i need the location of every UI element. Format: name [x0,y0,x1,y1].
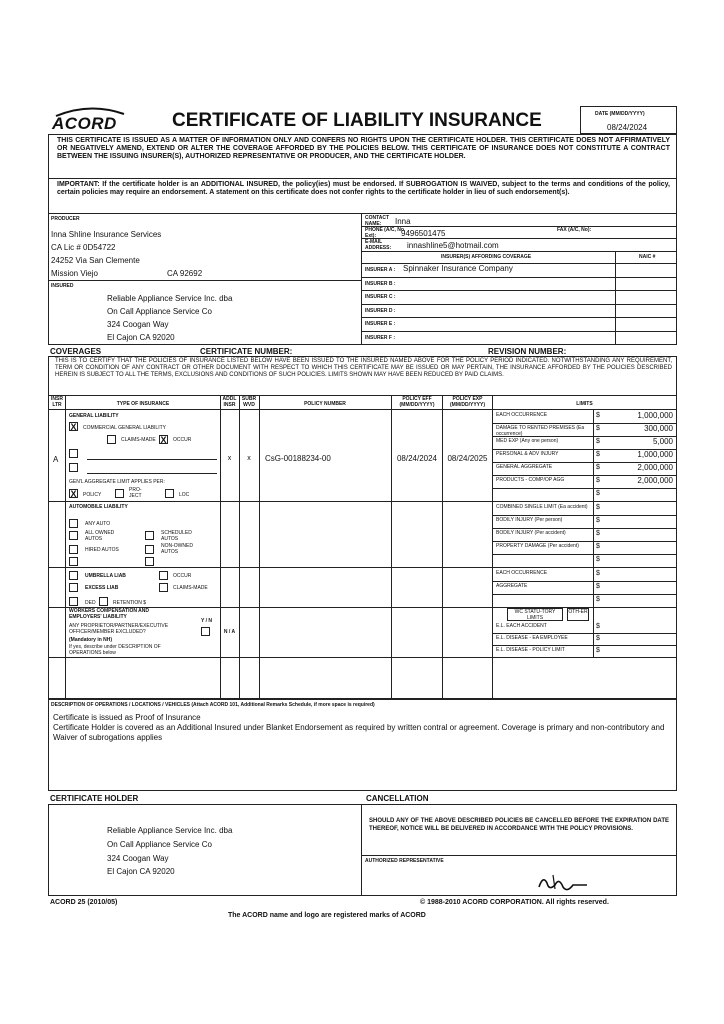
producer-city: Mission Viejo [51,269,98,278]
limit-label: PRODUCTS - COMP/OP AGG [496,477,565,483]
holder-line4: El Cajon CA 92020 [107,867,175,876]
notice-divider [49,178,676,179]
gl-project-label: PRO-JECT [129,487,142,499]
col-line-8 [593,409,594,657]
gl-policy-number: CsG-00188234-00 [265,454,331,463]
limit-dollar: $ [596,504,600,511]
important-text: IMPORTANT: If the certificate holder is an ADDITIONAL INSURED, the policy(ies) must be endorsed. If SUBROGATION IS WAIVED, subject to the terms and conditions of the policy, certain policies may require an endorsement. A statement on this certificate does not confer rights to the certificate holder in lieu of such endorsement(s). [57,181,670,196]
coverages-label: COVERAGES [50,347,102,356]
table-header-top [49,395,676,396]
col-line-7 [492,395,493,698]
producer-bottom-line [49,280,361,281]
date-value: 08/24/2024 [607,123,648,132]
insured-line2: On Call Appliance Service Co [107,307,212,316]
insurer-row-label: INSURER B : [365,280,396,287]
insurers-header: INSURER(S) AFFORDING COVERAGE [441,254,532,260]
phone-label: PHONE (A/C, No, Ext): [365,227,406,239]
limit-row-line [492,633,676,634]
workers-describe: If yes, describe under DESCRIPTION OF OPERATIONS below [69,644,161,656]
sep-auto [49,567,676,568]
authorized-label: AUTHORIZED REPRESENTATIVE [365,858,444,864]
gl-title: GENERAL LIABILITY [69,413,119,419]
table-header-bottom [49,409,676,410]
limit-label: BODILY INJURY (Per accident) [496,530,566,536]
phone-value: 9496501475 [401,229,446,238]
date-label: DATE (MM/DD/YYYY) [595,111,645,117]
non-owned-checkbox[interactable] [145,545,154,554]
acord-logo-text: ACORD [52,114,117,133]
wc-statu-box [507,608,563,621]
hdr-insr-ltr: INSR LTR [51,396,63,408]
limit-label: AGGREGATE [496,583,528,589]
col-line-6 [442,395,443,698]
signature [533,871,593,895]
limit-dollar: $ [596,635,600,642]
limit-row-line [492,541,676,542]
gl-blank-checkbox-2[interactable] [69,463,78,472]
limit-value: 1,000,000 [637,450,673,459]
coverages-table [48,356,677,699]
holder-line3: 324 Coogan Way [107,854,169,863]
limit-dollar: $ [596,543,600,550]
wc-oth-label: OTH-ER [568,609,588,615]
umbrella-claims-label: CLAIMS-MADE [173,585,208,591]
insurer-row-name: Spinnaker Insurance Company [403,264,513,273]
certificate-number-label: CERTIFICATE NUMBER: [200,347,293,356]
insured-line4: El Cajon CA 92020 [107,333,175,342]
notice-text: THIS CERTIFICATE IS ISSUED AS A MATTER OF INFORMATION ONLY AND CONFERS NO RIGHTS UPON THE CERTIFICATE HOLDER. THIS CERTIFICATE DOES NOT AFFIRMATIVELY OR NEGATIVELY AMEND, EXTEND OR ALTER THE COVERAGE AFFORDED BY THE POLICIES BELOW. THIS CERTIFICATE OF INSURANCE DOES NOT CONSTITUTE A CONTRACT BETWEEN THE ISSUING INSURER(S), AUTHORIZED REPRESENTATIVE OR PRODUCER, AND THE CERTIFICATE HOLDER. [57,137,670,160]
gl-loc-label: LOC [179,492,190,498]
scheduled-label: SCHEDULED AUTOS [161,530,192,542]
any-auto-label: ANY AUTO [85,521,111,527]
gl-exp-date: 08/24/2025 [447,454,488,463]
ded-label: DED [85,600,96,606]
auto-blank-checkbox-2[interactable] [145,557,154,566]
authorized-line [361,855,676,856]
hired-autos-label: HIRED AUTOS [85,547,119,553]
fax-label: FAX (A/C, No): [557,227,592,233]
producer-line1: Inna Shline Insurance Services [51,230,162,239]
col-line-3 [239,395,240,698]
non-owned-label: NON-OWNED AUTOS [161,543,193,555]
workers-yn-box[interactable] [201,627,210,636]
umbrella-occur-label: OCCUR [173,573,192,579]
limit-dollar: $ [596,530,600,537]
insurer-row-line [361,277,676,278]
limit-label: COMBINED SINGLE LIMIT (Ea accident) [496,504,588,510]
insurer-row-label: INSURER E : [365,321,396,328]
contact-line2 [361,238,676,239]
limit-label: EACH OCCURRENCE [496,570,548,576]
insurer-row-label: INSURER A : [365,267,396,273]
limit-row-line [492,528,676,529]
insurer-row-line [361,317,676,318]
gl-insr-ltr: A [53,455,59,464]
copyright: © 1988-2010 ACORD CORPORATION. All rights reserved. [420,899,609,906]
holder-line1: Reliable Appliance Service Inc. dba [107,826,233,835]
limit-dollar: $ [596,647,600,654]
limit-value: 2,000,000 [637,476,673,485]
workers-proprietor: ANY PROPRIETOR/PARTNER/EXECUTIVE OFFICER/MEMBER EXCLUDED? [69,623,169,635]
limit-dollar: $ [596,556,600,563]
limit-dollar: $ [596,583,600,590]
sep-gl [49,501,676,502]
producer-section [48,213,677,345]
limit-value: 300,000 [644,424,673,433]
gl-occur-label: OCCUR [173,437,192,443]
registered-marks: The ACORD name and logo are registered marks of ACORD [228,912,426,919]
any-auto-checkbox[interactable] [69,519,78,528]
limit-label: DAMAGE TO RENTED PREMISES (Ea occurrence) [496,425,585,437]
insurer-row-label: INSURER D : [365,307,396,314]
holder-cancel-box [48,804,677,896]
retention-checkbox[interactable] [99,597,108,606]
gl-blank-line-2 [87,473,217,474]
insurer-row-line [361,304,676,305]
limit-dollar: $ [596,451,600,458]
limit-label: EACH OCCURRENCE [496,412,548,418]
limit-row-line [492,581,676,582]
contact-line1 [361,226,676,227]
limit-row-line [492,554,676,555]
naic-header: NAIC # [639,254,656,260]
col-line-4 [259,395,260,698]
insurer-row-line [361,290,676,291]
col-line-1 [65,395,66,698]
description-line2: Certificate Holder is covered as an Additional Insured under Blanket Endorsement as required by written contral or agreement. Coverage is primary and non-contributory and Waiver of subrogations applies [53,723,665,742]
page-title: CERTIFICATE OF LIABILITY INSURANCE [172,110,542,131]
description-box [48,699,677,791]
producer-divider [361,214,362,344]
limit-dollar: $ [596,477,600,484]
gl-policy-checkbox[interactable]: X [70,489,77,499]
limit-dollar: $ [596,412,600,419]
hdr-subr: SUBR WVD [241,396,257,408]
limit-row-line [492,515,676,516]
limit-value: 2,000,000 [637,463,673,472]
umbrella-label: UMBRELLA LIAB [85,573,126,579]
gl-commercial-label: COMMERCIAL GENERAL LIABILITY [83,425,166,431]
ded-checkbox[interactable] [69,597,78,606]
insurer-row-label: INSURER F : [365,335,395,341]
gl-subr-value: x [247,455,251,462]
limit-dollar: $ [596,596,600,603]
producer-state-zip: CA 92692 [167,269,203,278]
limit-dollar: $ [596,490,600,497]
auto-blank-checkbox-1[interactable] [69,557,78,566]
email-value: innashline5@hotmail.com [407,241,499,250]
holder-line2: On Call Appliance Service Co [107,840,212,849]
workers-title: WORKERS COMPENSATION AND EMPLOYERS' LIABILITY [69,608,149,620]
wc-statu-label: WC STATU-TORY LIMITS [514,609,556,621]
gl-eff-date: 08/24/2024 [396,454,438,463]
cancellation-label: CANCELLATION [366,794,429,803]
workers-na: N / A [223,629,236,635]
auto-title: AUTOMOBILE LIABILITY [69,504,128,510]
gl-claims-made-checkbox[interactable] [107,435,116,444]
workers-yn: Y / N [201,618,213,624]
limit-label: E.L. DISEASE - EA EMPLOYEE [496,635,568,641]
holder-divider [361,805,362,895]
limit-label: GENERAL AGGREGATE [496,464,553,470]
notice-box [48,134,677,214]
limit-label: MED EXP (Any one person) [496,438,559,444]
scheduled-checkbox[interactable] [145,531,154,540]
coverages-notice: THIS IS TO CERTIFY THAT THE POLICIES OF INSURANCE LISTED BELOW HAVE BEEN ISSUED TO THE INSURED NAMED ABOVE FOR THE POLICY PERIOD INDICATED. NOTWITHSTANDING ANY REQUIREMENT, TERM OR CONDITION OF ANY CONTRACT OR OTHER DOCUMENT WITH RESPECT TO WHICH THIS CERTIFICATE MAY BE ISSUED OR MAY PERTAIN, THE INSURANCE AFFORDED BY THE POLICIES DESCRIBED HEREIN IS SUBJECT TO ALL THE TERMS, EXCLUSIONS AND CONDITIONS OF SUCH POLICIES. LIMITS SHOWN MAY HAVE BEEN REDUCED BY PAID CLAIMS. [55,358,672,378]
hdr-exp: POLICY EXP (MM/DD/YYYY) [450,396,485,408]
producer-line3: 24252 Via San Clemente [51,256,140,265]
gl-project-checkbox[interactable] [115,489,124,498]
cancellation-text: SHOULD ANY OF THE ABOVE DESCRIBED POLICIES BE CANCELLED BEFORE THE EXPIRATION DATE THEREOF, NOTICE WILL BE DELIVERED IN ACCORDANCE WITH THE POLICY PROVISIONS. [369,818,669,832]
contact-name-label: CONTACT NAME: [365,215,390,227]
date-box [580,106,677,134]
producer-label: PRODUCER [51,216,80,222]
hdr-limits: LIMITS [576,401,593,407]
limit-dollar: $ [596,425,600,432]
holder-label: CERTIFICATE HOLDER [50,794,139,803]
col-line-2 [220,395,221,698]
wc-oth-box [567,608,589,621]
contact-line3 [361,251,676,252]
limit-label: BODILY INJURY (Per person) [496,517,563,523]
excess-checkbox[interactable] [69,583,78,592]
insured-label: INSURED [51,283,74,289]
hdr-addl: ADDL INSR [222,396,237,408]
insured-line1: Reliable Appliance Service Inc. dba [107,294,233,303]
gl-commercial-checkbox[interactable]: X [70,422,77,432]
hired-autos-checkbox[interactable] [69,545,78,554]
description-label: DESCRIPTION OF OPERATIONS / LOCATIONS / VEHICLES (Attach ACORD 101, Additional Remarks Schedule, if more space is required) [51,702,375,708]
contact-name: Inna [395,217,411,226]
workers-mandatory: (Mandatory in NH) [69,637,113,643]
limit-row-line [492,645,676,646]
hdr-eff: POLICY EFF (MM/DD/YYYY) [399,396,435,408]
limit-dollar: $ [596,438,600,445]
limit-label: E.L. DISEASE - POLICY LIMIT [496,647,565,653]
limit-value: 1,000,000 [637,411,673,420]
gl-addl-value: x [227,455,232,462]
limit-row-line [492,488,676,489]
umbrella-checkbox[interactable] [69,571,78,580]
limit-label: PROPERTY DAMAGE (Per accident) [496,543,579,549]
revision-number-label: REVISION NUMBER: [488,347,567,356]
limit-dollar: $ [596,623,600,630]
gl-claims-made-label: CLAIMS-MADE [121,437,156,443]
form-number: ACORD 25 (2010/05) [50,899,118,906]
sep-workers [49,657,676,658]
producer-line2: CA Lic # 0D54722 [51,243,116,252]
insured-line3: 324 Coogan Way [107,320,169,329]
umbrella-occur-checkbox[interactable] [159,571,168,580]
limit-row-line [492,594,676,595]
hdr-type: TYPE OF INSURANCE [116,401,170,407]
limit-value: 5,000 [652,437,673,446]
gl-occur-checkbox[interactable]: X [160,435,167,445]
hdr-policy-number: POLICY NUMBER [304,401,346,407]
email-label: E-MAIL ADDRESS: [365,239,392,251]
umbrella-claims-checkbox[interactable] [159,583,168,592]
limit-label: E.L. EACH ACCIDENT [496,623,547,629]
gl-blank-checkbox-1[interactable] [69,449,78,458]
col-line-5 [391,395,392,698]
all-owned-checkbox[interactable] [69,531,78,540]
acord-logo [50,106,130,136]
all-owned-label: ALL OWNED AUTOS [85,530,115,542]
description-line1: Certificate is issued as Proof of Insurance [53,713,201,722]
gl-loc-checkbox[interactable] [165,489,174,498]
limit-dollar: $ [596,464,600,471]
gl-policy-label: POLICY [83,492,102,498]
retention-label: RETENTION $ [113,600,147,606]
limit-dollar: $ [596,570,600,577]
limit-label: PERSONAL & ADV INJURY [496,451,559,457]
gl-aggregate-label: GEN'L AGGREGATE LIMIT APPLIES PER: [69,479,165,485]
limit-dollar: $ [596,517,600,524]
gl-blank-line-1 [87,459,217,460]
excess-label: EXCESS LIAB [85,585,119,591]
insurer-row-line [361,331,676,332]
insurer-row-label: INSURER C : [365,294,396,301]
